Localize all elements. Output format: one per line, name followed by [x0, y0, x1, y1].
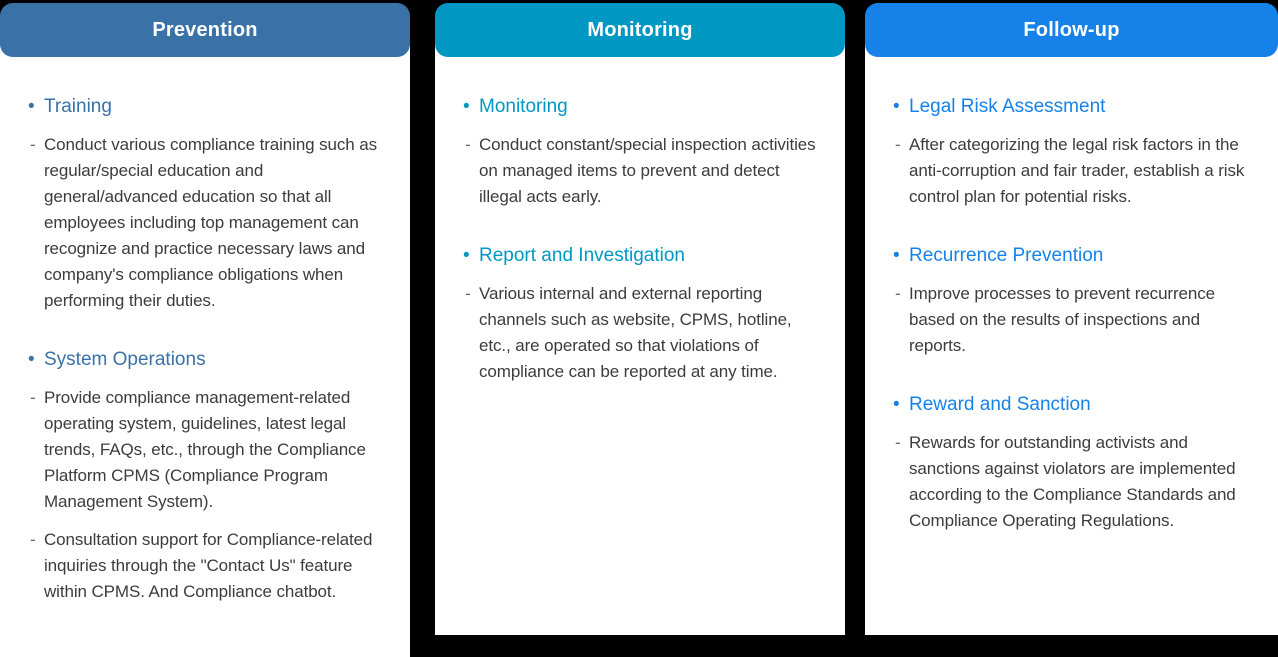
- paragraph-row: [893, 281, 1256, 359]
- item-heading-label: Legal Risk Assessment: [909, 96, 1106, 117]
- paragraph-row: [893, 132, 1256, 210]
- process-column: [0, 0, 410, 635]
- process-column: [865, 0, 1278, 635]
- bullet-icon: •: [28, 96, 35, 117]
- dash-icon: -: [895, 284, 901, 303]
- item-heading-label: System Operations: [44, 349, 206, 370]
- item-heading-label: Training: [44, 96, 112, 117]
- paragraph-text: Conduct constant/special inspection activities on managed items to prevent and detect illegal acts early.: [479, 135, 816, 206]
- list-item: [28, 95, 388, 314]
- paragraph-text: After categorizing the legal risk factors in the anti-corruption and fair trader, establish a risk control plan for potential risks.: [909, 135, 1245, 206]
- dash-icon: -: [465, 284, 471, 303]
- list-item: [893, 393, 1256, 534]
- bullet-icon: •: [463, 96, 470, 117]
- dash-icon: -: [895, 433, 901, 452]
- dash-icon: -: [30, 135, 36, 154]
- paragraph-text: Various internal and external reporting channels such as website, CPMS, hotline, etc., are operated so that violations of compliance can be reported at any time.: [479, 284, 792, 381]
- column-title: Monitoring: [587, 18, 693, 41]
- bullet-icon: •: [893, 96, 900, 117]
- bullet-icon: •: [893, 394, 900, 415]
- item-paragraphs: [28, 385, 388, 605]
- column-header: [0, 3, 410, 57]
- item-heading: [893, 244, 1256, 268]
- column-body: [0, 45, 410, 657]
- list-item: [28, 348, 388, 605]
- item-heading: [463, 95, 823, 119]
- item-paragraphs: [463, 132, 823, 210]
- paragraph-row: [893, 430, 1256, 534]
- column-body: [865, 45, 1278, 635]
- paragraph-row: [463, 281, 823, 385]
- paragraph-row: [463, 132, 823, 210]
- column-title: Prevention: [152, 18, 258, 41]
- bullet-icon: •: [893, 245, 900, 266]
- item-heading-label: Report and Investigation: [479, 245, 685, 266]
- list-item: [463, 244, 823, 385]
- item-heading-label: Recurrence Prevention: [909, 245, 1104, 266]
- dash-icon: -: [30, 388, 36, 407]
- dash-icon: -: [895, 135, 901, 154]
- list-item: [893, 95, 1256, 210]
- column-title: Follow-up: [1023, 18, 1120, 41]
- item-paragraphs: [893, 132, 1256, 210]
- list-item: [893, 244, 1256, 359]
- paragraph-text: Consultation support for Compliance-related inquiries through the "Contact Us" feature within CPMS. And Compliance chatbot.: [44, 530, 373, 601]
- paragraph-row: [28, 132, 388, 314]
- paragraph-row: [28, 385, 388, 515]
- item-heading-label: Monitoring: [479, 96, 568, 117]
- list-item: [463, 95, 823, 210]
- paragraph-text: Conduct various compliance training such as regular/special education and general/advanced education so that all employees including top management can recognize and practice necessary laws and company's compliance obligations when performing their duties.: [44, 135, 378, 310]
- item-heading: [463, 244, 823, 268]
- item-heading: [28, 348, 388, 372]
- item-paragraphs: [28, 132, 388, 314]
- item-paragraphs: [463, 281, 823, 385]
- item-paragraphs: [893, 430, 1256, 534]
- paragraph-row: [28, 527, 388, 605]
- column-header: [435, 3, 845, 57]
- paragraph-text: Provide compliance management-related operating system, guidelines, latest legal trends, FAQs, etc., through the Compliance Platform CPMS (Compliance Program Management System).: [44, 388, 366, 511]
- bullet-icon: •: [463, 245, 470, 266]
- paragraph-text: Rewards for outstanding activists and sanctions against violators are implemented according to the Compliance Standards and Compliance Operating Regulations.: [909, 433, 1236, 530]
- dash-icon: -: [465, 135, 471, 154]
- item-heading: [893, 393, 1256, 417]
- item-paragraphs: [893, 281, 1256, 359]
- process-column: [435, 0, 845, 635]
- dash-icon: -: [30, 530, 36, 549]
- item-heading: [28, 95, 388, 119]
- item-heading: [893, 95, 1256, 119]
- item-heading-label: Reward and Sanction: [909, 394, 1091, 415]
- column-body: [435, 45, 845, 635]
- column-header: [865, 3, 1278, 57]
- bullet-icon: •: [28, 349, 35, 370]
- paragraph-text: Improve processes to prevent recurrence based on the results of inspections and reports.: [909, 284, 1216, 355]
